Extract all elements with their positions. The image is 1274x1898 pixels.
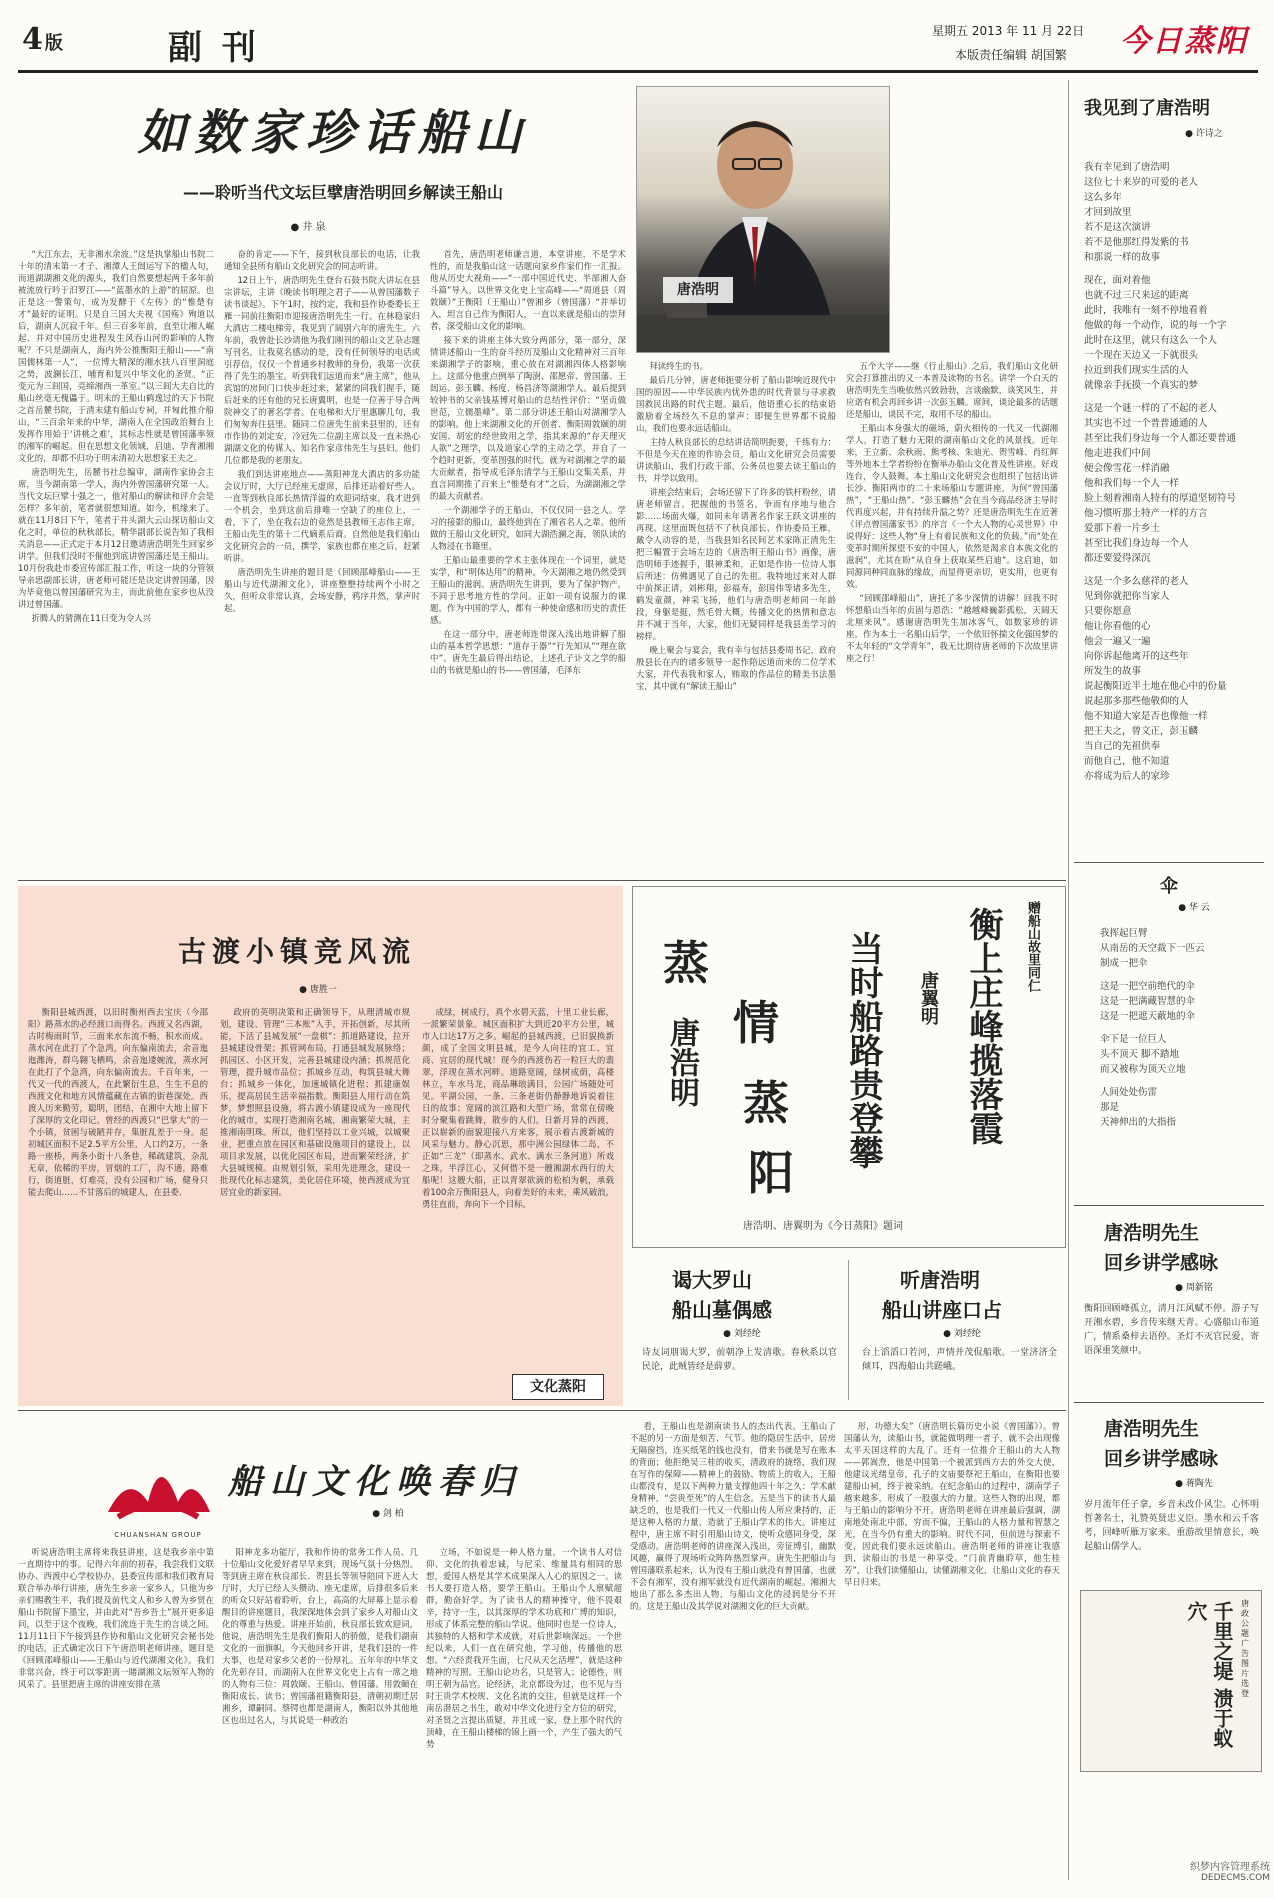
poem-dalushan — [632, 1254, 846, 1404]
poem-side-zhou-title1: 唐浩明先生 — [1104, 1222, 1200, 1244]
ad-caption: 唐政公题广告图片选登 — [1241, 1599, 1249, 1698]
lead-article — [18, 80, 1063, 875]
lead-column-3: 首先，唐浩明老师谦言道，本堂讲座，不是学术性的，而是我船山这一话题向家乡作家们作一汇报。他从历史大视角——“一部中国近代史、半部湘人奋斗篇”导入，以世界文化史上宝高峰——“周道县（周敦颐）”王衡阳（王船山）”曾湘乡（曾国藩）“并举切入，坦言自己作为衡阳人，一直以来就是船山的崇拜者，深受船山文化的影响。 接下来的讲座主体大致分两部分，第一部分，深情讲述船山一生的奋斗经历及船山文化精神对三百年来湖湘学子的影响，重心放在对湖湘四体人格影响上。这部分他重点例举了陶澍、邵愿帝、曾国藩、王闿运、彭玉麟、杨度、杨昌济等湖湘学人。最后提到较钟书的父亲钱基博对船山的总结性评价：“坚贞做世范，立儒墨峰”。第二部分讲述王船山对湖湘学人的影响。他上来湖湘文化的开创者、衡阳周敦颐的胡安国、胡宏的经世致用之学，指其来源的“存天理灭人欲”之理学，以及道家心学的主动之学，并自了一个趋时更新，变革图强的时代。就为对湖湘之学的最大贡献者，指导成毛泽东清学与王船山交集关系，并直言同期推了百来上“惟楚有才”之后，为湖湖湘之学的最大贡献者。 一个湖湘学子的王船山，不仅仅同一县之人。学习的接影的船山，最终他到在了湘省名人之辈。他所做的王船山文化研究，如同大湖浩澜之海，领队读的人物浸在书籍里。 王船山最重要的学术主张体现在一个词里，就是实学，和“明体达用”的精神。今天湖湘之地仍然受到王船山的滋润。唐浩明先生讲到，要为了保护物产，不同于思考地方性的学问。正如一项有说服力的课题。作为中国的学人，都有一种使命感和历史的责任感。 在这一部分中，唐老师连带深入浅出地讲解了船山的基本哲学思想：“道存于器”“行先知从”“理在欲中”。唐先生最后得出结论，上述孔子讣文之学的船山的书就是船山的书——曾国藩，毛泽东 — [430, 249, 626, 675]
spring-column-5: 形，功德大矣”（唐浩明长篇历史小说《曾国藩》）。曾国藩认为，读船山书，就能做明理一者子，就不会出现像太平天国这样的大乱了。还有一位推介王船山的大人物——郭嵩焘，他是中国第一个被派到西方去的外交大使，他建议光绪皇帝，孔子的文庙要祭祀王船山，在衡阳也要建船山祠，终于被采纳。在纪念船山的过程中，湖南学子越来越多，形成了一股强大的力量。这些人物的出现，都与王船山的影响分不开。唐浩明老师在讲座最后强调，湖南地处南北中部，穷而不偏，王船山的人格力量和智慧之光，在当今仍有重大的影响。时代不同，但前进与探索不变，因此我们要永远读船山。唐浩明老师的讲座让我感到，读船山的书是一种享受。“门前青幽聆草，他生桂芳”，让我们读懂船山，读懂湖湘文化，让船山文化的春天早日归来。 — [844, 1421, 1060, 1587]
poem-dalushan-title2: 船山墓偶感 — [672, 1298, 772, 1322]
lead-author: ● 井 泉 — [290, 222, 326, 233]
poem-umbrella-body: 我挥起巨臂 从南岳的天空裁下一匹云 制成一把伞 这是一把空前绝代的伞 这是一把满藏智慧的伞 这是一把遮天蔽地的伞 伞下是一位巨人 头不顶天 脚不踏地 而又被称为顶天立地 人间处处伤雷 那是 天神伸出的大指指 — [1100, 928, 1205, 1128]
poem-lecture-title2: 船山讲座口占 — [882, 1298, 1002, 1322]
spring-column-3: 立场，不如说是一种人格力量，一个读书人对信仰、文化的执着忠诚，与尼采、维量具有相同的思想，爱国人格是其学术成果深入人心的原因之一。读书人要打造人格，要学王船山。王船山个人禀赋超群，勤奋好学。为了读书人的精神操守，他不畏艰辛，持守一生，以其深厚的学术功底和广博的知识，形成了体系完整的船山学说。他同时也是一位诗人，其独特的人格和学术成就，对后世影响深远。一个世纪以来，人们一直在研究他，学习他，传播他的思想。“六经责我开生面，七尺从天乞活埋”，就是这种精神的写照。王船山论功名，只是管人；论德性，则明王朝为品官。论经济，北京都设为过，也不见与当时王贵学术校规、文化名流的交往，但就是这样一个南岳潜居之书生，敢对中华文化进行全方位的研究，对圣贤之言提出质疑，并且成一家，登上那个时代的顶峰，在王船山楼梯的锦上画一个，产生了强大的气势 — [426, 1547, 622, 1749]
lead-title: 如数家珍话船山 — [138, 105, 531, 161]
editor-credit: 本版责任编辑 胡国繁 — [955, 48, 1067, 62]
watermark: 织梦内容管理系统 DEDECMS.COM — [1190, 1862, 1270, 1883]
column-badge: 文化蒸阳 — [512, 1374, 604, 1400]
town-column-2: 政府的英明决策和正确领导下，从理清城市规划，建设、管理“三本账”入手，开拓创新，尽其所能，下活了县城发展“一盘棋”：抓道路建设，拉开县城建设骨架；抓管网布局，打通县城发展脉络；抓园区、小区开发，完善县城建设内涵；抓规范化管理，提升城市品位；抓城乡互动，构筑县城大舞台；抓城乡一体化，加速城镇化进程；抓建康娱乐，提高居民生活幸福指数。衡阳县人用行动在筑梦，梦想照县设施，将古渡小镇建设成为一座现代化的城市，实现打造湘南名城，湘南繁荣大城，主推湘南明珠。所以，他们坚持以工业兴城，以城聚业，把重点放在园区和基础设施项目的建设上，以项目求发展，以优化园区布局，进而繁荣经济，扩大县城规模。由规划引领，采用先进理念，建设一批现代化标志建筑，美化居住环境，使西渡成为宜居宜业的新家园。 — [220, 1007, 410, 1197]
speaker-figure — [637, 87, 889, 352]
spring-article — [18, 1414, 1066, 1894]
poem-side-jiang-body: 岁月流年任子拿，乡音未改仆风尘。心怀明哲著名士，礼赞英贤忠义臣。墨水和云千客考，回峰听雁万家来。重游故里情意长，唤起船山儒学人。 — [1084, 1500, 1259, 1552]
poem-side-zhou-title2: 回乡讲学感咏 — [1104, 1252, 1219, 1274]
calligraphy-panel — [632, 886, 1066, 1248]
poem-lecture — [852, 1254, 1064, 1404]
poem-umbrella-title: 伞 — [1160, 876, 1178, 897]
calligraphy-caption: 唐浩明、唐翼明为《今日蒸阳》题词 — [743, 1221, 903, 1232]
poem-side-jiang-author: ● 蒋陶先 — [1175, 1479, 1213, 1489]
poem-side-jiang — [1074, 1406, 1264, 1586]
spring-column-1: 听说唐浩明主席将来我县讲座，这是我乡亲中第一直期待中的事。记得六年前的初春，我尝我们文联协办、西渡中心学校协办，县委宣传部和我们教育局联合举办举行讲座，唐先生乡亲一家乡人，只他为乡亲们赐教生平，我们提及前代文人和乡人曾为乡贤在船山书院留下墨宝，并由此对“吾乡吾土”展开更多追问，以至于这个夜晚，我们流连于先生的言谈之间。11月11日下午接到县作协和船山文化研究会秘书处的电话，正式确定次日下午唐浩明老师讲座，题目是《回顾邵峰船山——王船山与近代湖湘文化》。我们非常兴奋，终于可以零距离一睹湖湘文坛领军人物的风采了。县里把唐主席的讲座安排在蒸 — [18, 1547, 214, 1689]
calligraphy-left: 蒸 情 蒸 阳 唐浩明 — [663, 936, 794, 1200]
calligraphy-right: 赠船山故里同仁 衡上庄峰揽落霞 当时船路贵登攀 唐翼明 — [843, 901, 1040, 1169]
poem-lecture-title1: 听唐浩明 — [900, 1268, 980, 1292]
poem-dalushan-body: 诗友词朋谒大罗，前朝净上发清歌。春秋系以官民论，此贼皆经是薛萝。 — [642, 1348, 837, 1372]
poem-side-zhou — [1074, 1208, 1264, 1398]
poem-umbrella-author: ● 华 云 — [1178, 903, 1210, 913]
town-title: 古渡小镇竞风流 — [178, 935, 417, 968]
lead-column-1: “大江东去，无非湘水余波。”这是执掌船山书院二十年的清末第一才子、湘潭人王闿运写下的楹人句，而道湖湖湘文化的源头，我们自然要想起两千多年前被流放行吟于汨罗江——“蓝墨水的上游”的屈原。也正是这一警策句，成为发酵于《左传》的“惟楚有才”最好的证明。只是自三国大夫视《国殇》殉道以后，湖南人沉寂千年。但三百多年前，直至让湘人崛起、并对中国历史进程发生风吞山河的影响的人物呢？不只是湖南人，海内外公推衡阳王船山——“南国儒林第一人”，一位博大精深的湘水扶八百里洞庭之势，波澜长江，哺育和复兴中华文化的圣贤。“正变元为三闾国，亮缔湘西一革室。”以三闾大夫自比的船山丝毫无傀儡于。明末的王船山鹤逸过的天下书院之首岳麓书院，于清末建有船山专祠，并匈此推介船山，“三百余年来的中华，湖南人在全国政治舞台上发挥作用始于‘讲桃之难’，其标志性就是曾国藩率领的湘军的崛起。但在思想文化领域，启迪、孕育湘湘文化的，却都不归功于明末清初大思想家王夫之。 唐浩明先生，岳麓书社总编审，湖南作家协会主席，当今湖南第一学人，海内外曾国藩研究第一人。当代文坛巨擘十强之一，他对船山的解读和评介会是怎样？多年前，笔者就很想知道。如今，机缘来了。就在11月8日下午，笔者于井头湖大云山探访船山文化之时，单位的秋秋部长，精华副部长说告知了我相关消息——正式定于本月12日邀请唐浩明先生回家乡讲学。但我们没时不催他到底讲曾国藩还是王船山。10月份我赴市委宣传部汇报工作，听这一块的分管领导亲思副部长讲，唐老师可能还是决定讲曾国藩，因为毕竟他以曾国藩研究为主，而此前他在家乡也从没讲过曾国藩。 折腾人的猜测在11日变为令人兴 — [18, 249, 214, 623]
spring-author: ● 剑 柏 — [372, 1509, 404, 1519]
poem-dalushan-title1: 谒大罗山 — [672, 1268, 752, 1292]
stanza: 现在，面对着他 也就不过三尺来远的距离 此时，我唯有一刻不停地看着 他做的每一个动作，说的每一个字 此时在这里，就只有这么一个人 一个现在天边又一下就很头 拉近到我们现实生活的人 就像亲手抚摸一个真实的梦 — [1084, 275, 1227, 391]
chuanshan-logo — [98, 1432, 218, 1542]
stanza: 这是一个谜一样的了不起的老人 其实也不过一个普普通通的人 甚至比我们身边每一个人都还要普通 他走进我们中间 便会像雪花一样消融 他和我们每一个人一样 脸上刻着湘南人特有的厚道坚韧符号 他习惯听那土特产一样的方言 爱那下着一片乡土 甚至比我们身边每一个人 都还要爱得深沉 — [1084, 403, 1237, 564]
stanza: 我有幸见到了唐浩明 这位七十来岁的可爱的老人 这么多年 才回到故里 若不是这次演讲 若不是他那红得发紫的书 和那说一样的故事 — [1084, 162, 1199, 263]
town-article — [18, 886, 623, 1406]
poem-side-jiang-title2: 回乡讲学感咏 — [1104, 1448, 1219, 1470]
poem-umbrella — [1074, 866, 1264, 1206]
poem-meeting — [1074, 80, 1264, 840]
section-title: 副 刊 — [168, 28, 260, 68]
lead-column-5: 五个大字——继《行止船山》之后，我们船山文化研究会打算推出的又一本普及读物的书名。讲学一个白天的唐浩明先生当晚依然兴致勃勃，言谈幽默，谈笑风生，并应诺有机会再回乡讲一次彭玉麟。席间，谈论最多的话题还是船山，谈民不完，取用不尽的船山。 王船山本身强大的磁场，蔚火相传的一代又一代湖湘学人，打造了魅力无限的湖南船山文化的风景线。近年来，王立新、余秋雨、熊考核、朱迪光、贺雪峰、肖红辉等外地本土学者纷纷在衡举办船山文化普及性讲座。好戏连台，令人鼓舞。本土船山文化研究会也组织了包括出讲长沙、衡阳两市的二十来场船山专题讲座，为何“曾国藩热”，“王船山热”、“彭玉麟热”会在当今商品经济主导时代再度兴起，并有持续升温之势？还是唐浩明先生在近著《评点曾国藩家书》的序言《一个大人物的心灵世界》中说得好：这些人物“身上有着民族和文化的负载。”而“处在变革时期所探望不安的中国人，依然是渴求自本族文化的滋润”，尤其在盼“从自身上获取某些启迪”。这启迪，如同源同种同血脉的缘故，而显得更亲切，更实用，也更有效。 “回顾邵峰船山”，唐托了多少深情的讲解！回我不时怀想船山当年的贞固与恩浩：“越越峰巍影孤松，天阔天北厘来风”。感谢唐浩明先生加冰客气，如数家珍的讲座。作为本土一名船山后学，一个依旧怀揣文化强国梦的不太年轻的“文学青年”，我无比期待唐老师的下次故里讲座之行！ — [846, 361, 1058, 663]
poem-dalushan-author: ● 刘经纶 — [723, 1329, 761, 1339]
lead-subtitle: ——聆听当代文坛巨擘唐浩明回乡解读王船山 — [183, 183, 504, 202]
issue-date: 星期五 2013 年 11 月 22日 — [932, 24, 1085, 38]
public-ad-seal — [1080, 1590, 1262, 1772]
poem-lecture-body: 台上滔滔口若河，声情并茂侃船歌。一堂济济全倾耳，四海船山共蹉峨。 — [862, 1348, 1057, 1372]
chuanshan-logo-icon — [98, 1432, 218, 1527]
lead-column-4: 拜读终生的书。 最后几分钟，唐老师扼要分析了船山影响近现代中国的原因——中华民族内忧外患的时代背景与寻求救国救民出路的时代主题。最后，他语重心长的结束语激励着全场经久不息的掌声：即便生世界都不说船山，我们也要永远话船山。 主持人秋良部长的总结讲话简明扼要，千练有力：不但是今天在座的作协会员，船山文化研究会员需要讲读船山，我们行政干部，公务员也要去读王船山的书，并学以致用。 讲座会结束后，会场还留下了许多的铁杆粉丝，请唐老师留言，把握他的书签名，争而有序地与他合影……场面火爆，如同未年请著名作家王跃文讲座的再现。这里面既包括不了秋良部长、作协委员王雁，戴令人动容的是，当我县知名民间艺术家陈正清先生把三幅置于会场左边的《唐浩明王船山书》画像，唐浩明师手迹握手，眼神柔和，正如是作协一位诗人事后所述：仿佛遇见了自己的先祖。我特地过来对人群中前探正请，刘彬翔，彭福寿，彭国伟等诸多先生，鹤发童颜，神采飞扬，他们与唐浩明老师同一年龄段，身躯是挺，然毛骨大概，传播文化的热情和意志并不减于当年，大家，他们无疑同样是我县美学习的榜样。 晚上聚会与宴会，我有幸与包括县委周书记，政府殷县长在内的诸多领导一起作陪远道而来的二位学术大家，并代表我和家人，贿取的作品位的精美书法墨宝，其中就有“解读王船山” — [636, 361, 836, 691]
masthead-logo: 今日蒸阳 — [1120, 24, 1248, 59]
poem-side-zhou-author: ● 周新铭 — [1175, 1283, 1213, 1293]
page-header — [0, 0, 1274, 72]
stanza: 这是一个多么慈祥的老人 见到你就把你当家人 只要你愿意 他让你看他的心 他会一遍又一遍 向你诉起他离开的这些年 所发生的故事 说起衡阳近半土地在他心中的份量 说起那多那些他敬仰的人 他不知道大家是否也像他一样 把王夫之，曾文正，彭玉麟 当自己的先祖供奉 而他自己，他不知道 亦将成为后人的家珍 — [1084, 576, 1227, 782]
spring-column-4: 看，王船山也是湖南读书人的杰出代表。王船山了不起的另一方面是刻苦、气节。他的隐居生活中，居房无隔窗挡，连买纸笔的钱也没有，借来书就是写在账本的背面；他拒绝吴三桂的收买，清政府的拢络，我们现在写作的保障——精神上的鼓励、物质上的收入，王船山都没有，是以下两种力量支撑他四十年之久：学术献身精神，“尝贵至死”的人生信念。五是当下的读书人最缺乏的，也是我们一代又一代船山传人所应秉持的，正是这种人格的力量，造就了王船山学术的伟大。讲座过程中，唐主席不时引用船山诗文，使听众感同身受，深受感动。唐浩明老师的讲座深入浅出，旁征博引，幽默风趣，赢得了现场听众阵阵热烈掌声。唐先生把船山与曾国藩联系起来，认为没有王船山就没有曾国藩，也就不会有湘军，没有湘军就没有近代湖南的崛起。湘湘大地出了那么多杰出人物，与船山文化的浸润是分不开的。这是王船山及其学说对湖湘文化的巨大贡献。 — [630, 1421, 836, 1611]
photo-caption: 唐浩明 — [663, 277, 733, 303]
spring-column-2: 阳神龙多功能厅，我和作协的常务工作人员、几十位船山文化爱好者早早来到，现场气氛十分热烈。等到唐主席在秋良部长、贺县长等领导陪同下进入大厅时，大厅已经人头攒动、座无虚席，后排很多后来的听众只好站着聆听，台上，高高的大屏幕上显示着醒目的讲座题目，我深深地体会到了家乡人对船山文化的尊重与热爱。讲座开始前，秋良部长致欢迎词，他说，唐浩明先生是我们衡阳人的骄傲，是我们湖南文化的一面旗帜，今天他回乡开讲，是我们县的一件大事，也是对家乡父老的一份厚礼。五年年的中华文化先彰存目，而湖南人在世界文化史上占有一席之地的人物有三位：周敦颐、王船山、曾国藩。用敦颐在衡阳成长、读书；曾国藩祖籍衡阳县，清朝初期迁居湘乡，谭嗣同、蔡锷也都是湖南人，衡阳以外其他地区也出过名人，与其说是一种政治 — [222, 1547, 418, 1725]
poem-lecture-author: ● 刘经纶 — [943, 1329, 981, 1339]
town-author: ● 唐胜一 — [299, 985, 337, 995]
poem-meeting-author: ● 许诗之 — [1185, 129, 1223, 139]
town-column-1: 衡阳县城西渡，以旧时衡州西去宝庆（今邵阳）路蒸水的必经渡口而得名。西渡又名西湖，古时梅雨时节，三面来水东流不畅，积水而成。蒸水河在此打了个急湾，向东偏南流去，余音迤迤潍涛，群鸟翱飞栖鸣，余音迤逶婉流，蒸水河在此打了个急湾，向东偏南流去。千百年来，一代又一代的西渡人，在此繁衍生息，生生不息的西渡文化和地方风情蕴藏在古镇的街巷深处。西渡人历来勤劳，聪明，团结，在湘中大地上留下了深厚的文化印记。曾经的西渡只“巴掌大”的一个小镇，贫困与破陋并存，集脏乱差于一身。起初城区面积不足2.5平方公里，人口约2万，一条路一座桥，两条小街十八条巷，稀疏建筑，杂乱无章，依稀的平房，冒烟的工厂，沟不通，路难行，街道脏，灯难亮，没有公园和广场，健身只能去爬山……不甘落后的城建人，在县委、 — [28, 1007, 208, 1197]
lead-column-2: 奋的肯定——下午，接到秋良部长的电话，让我通知全县所有船山文化研究会的同志听讲。 12日上午，唐浩明先生登台石鼓书院大讲坛在县宗讲坛，主讲《晚读书明理之君子——从曾国藩数子读书谈起》。下午1时，按约定，我和县作协委委长王雁一同前往衡阳市迎接唐浩明先生一行。在林稳家归大酒店二楼电梯旁，我见到了阔别六年的唐先生。六年前，我曾赴长沙请他为我们刚刊的船山文艺杂志题写刊名，让我莫名感动的是，没有任何领导的电话或引荐信，仅仅一个普通乡村教师的身份，我第一次获得了先生的墨宝。听到我们远道而来“唐主席”，他从宾馆的房间门口快步赶过来，紧紧的同我们握手，随后赶来的还有他的兄长唐翼明，也是一位善于导合两院神交了的著名学者。在电梯和大厅里惠聊几句，我们匆匆奔往县里。随同二位唐先生前来县里的，还有市作协的刘定安，冷冠先二位副主席以及一直未热心湖湖文化的传媒人、知名作家彦伟先生与县妇。他们几位都是我的老朋友。 我们到达讲座地点——蒸阳神龙大酒店的多功能会议厅时，大厅已经座无虚席，后排还站着好些人。一直等到秋良部长热情洋溢的欢迎词结束，我才进到一个机会，坐到这前后排唯一空缺了的座位上，一看，下了，坐在我右边的竟然是县教师王志伟主席，王船山先生的第十二代嫡系后裔。自然他是我们船山文化研究会的一员，撰学，家族也都在座之后，赶紧听讲。 唐浩明先生讲座的题目是《回顾邵峰船山——王船山与近代湖湘文化》，讲座整整持续两个小时之久，但听众非常认真，会场安静，鸦序并然，掌声时起。 — [224, 249, 420, 613]
logo-caption: CHUANSHAN GROUP — [114, 1531, 202, 1539]
poem-side-zhou-body: 衡阳回顾峰孤立，清月江风赋不停。游子写开湘水碧，乡音传来继天青。心盛船山布道广，情系桑梓去语停。圣灯不灭官民爱，寄语深重笑颜中。 — [1084, 1304, 1259, 1356]
page-number: 4 版 — [22, 22, 63, 57]
poem-side-jiang-title1: 唐浩明先生 — [1104, 1418, 1200, 1440]
spring-title: 船山文化唤春归 — [228, 1462, 522, 1502]
speaker-photo — [636, 86, 890, 353]
town-column-3: 成绿，树成行，真个水碧天蓝，十里工业长廊，一派繁荣景象。城区面积扩大到近20平方公里，城市人口达17万之多。崛起的县城西渡，已旧貌换新颜，成了全国文明县城，是今人向往的宜工、宜商、宜居的现代城！现今的西渡伤若一粒巨大的翡翠，浮现在蒸水河畔。道路宽阔，绿树成荫，高楼林立，车水马龙，商品琳琅满目，公园广场随处可见。平湖公园，一条、三条老街仍静静地诉说着往日的故事；宽阔的滨江路和大型广场，常常在傍晚时分聚集着跳舞，散步的人们。日新月异的西渡，正以崭新的面貌迎接八方来客，展示着古渡新城的风采与魅力。静心沉思，那中洲公园绿体二岛，不正如“三龙”（即蒸水、武水、满水三条河道）所戏之珠，半浮江心，又何借不是一艘湘湖水西行的大船呢！这艘大船，正以青翠欲滴的松柏为帆，承载着100余万衡阳县人，向着美好的未来，乘风破浪，勇往直前，奔向下一个目标。 — [422, 1007, 614, 1209]
poem-meeting-title: 我见到了唐浩明 — [1084, 98, 1210, 119]
poem-meeting-body — [1084, 160, 1264, 784]
ad-slogan: 千里之堤 溃于蚁穴 — [1184, 1601, 1234, 1748]
